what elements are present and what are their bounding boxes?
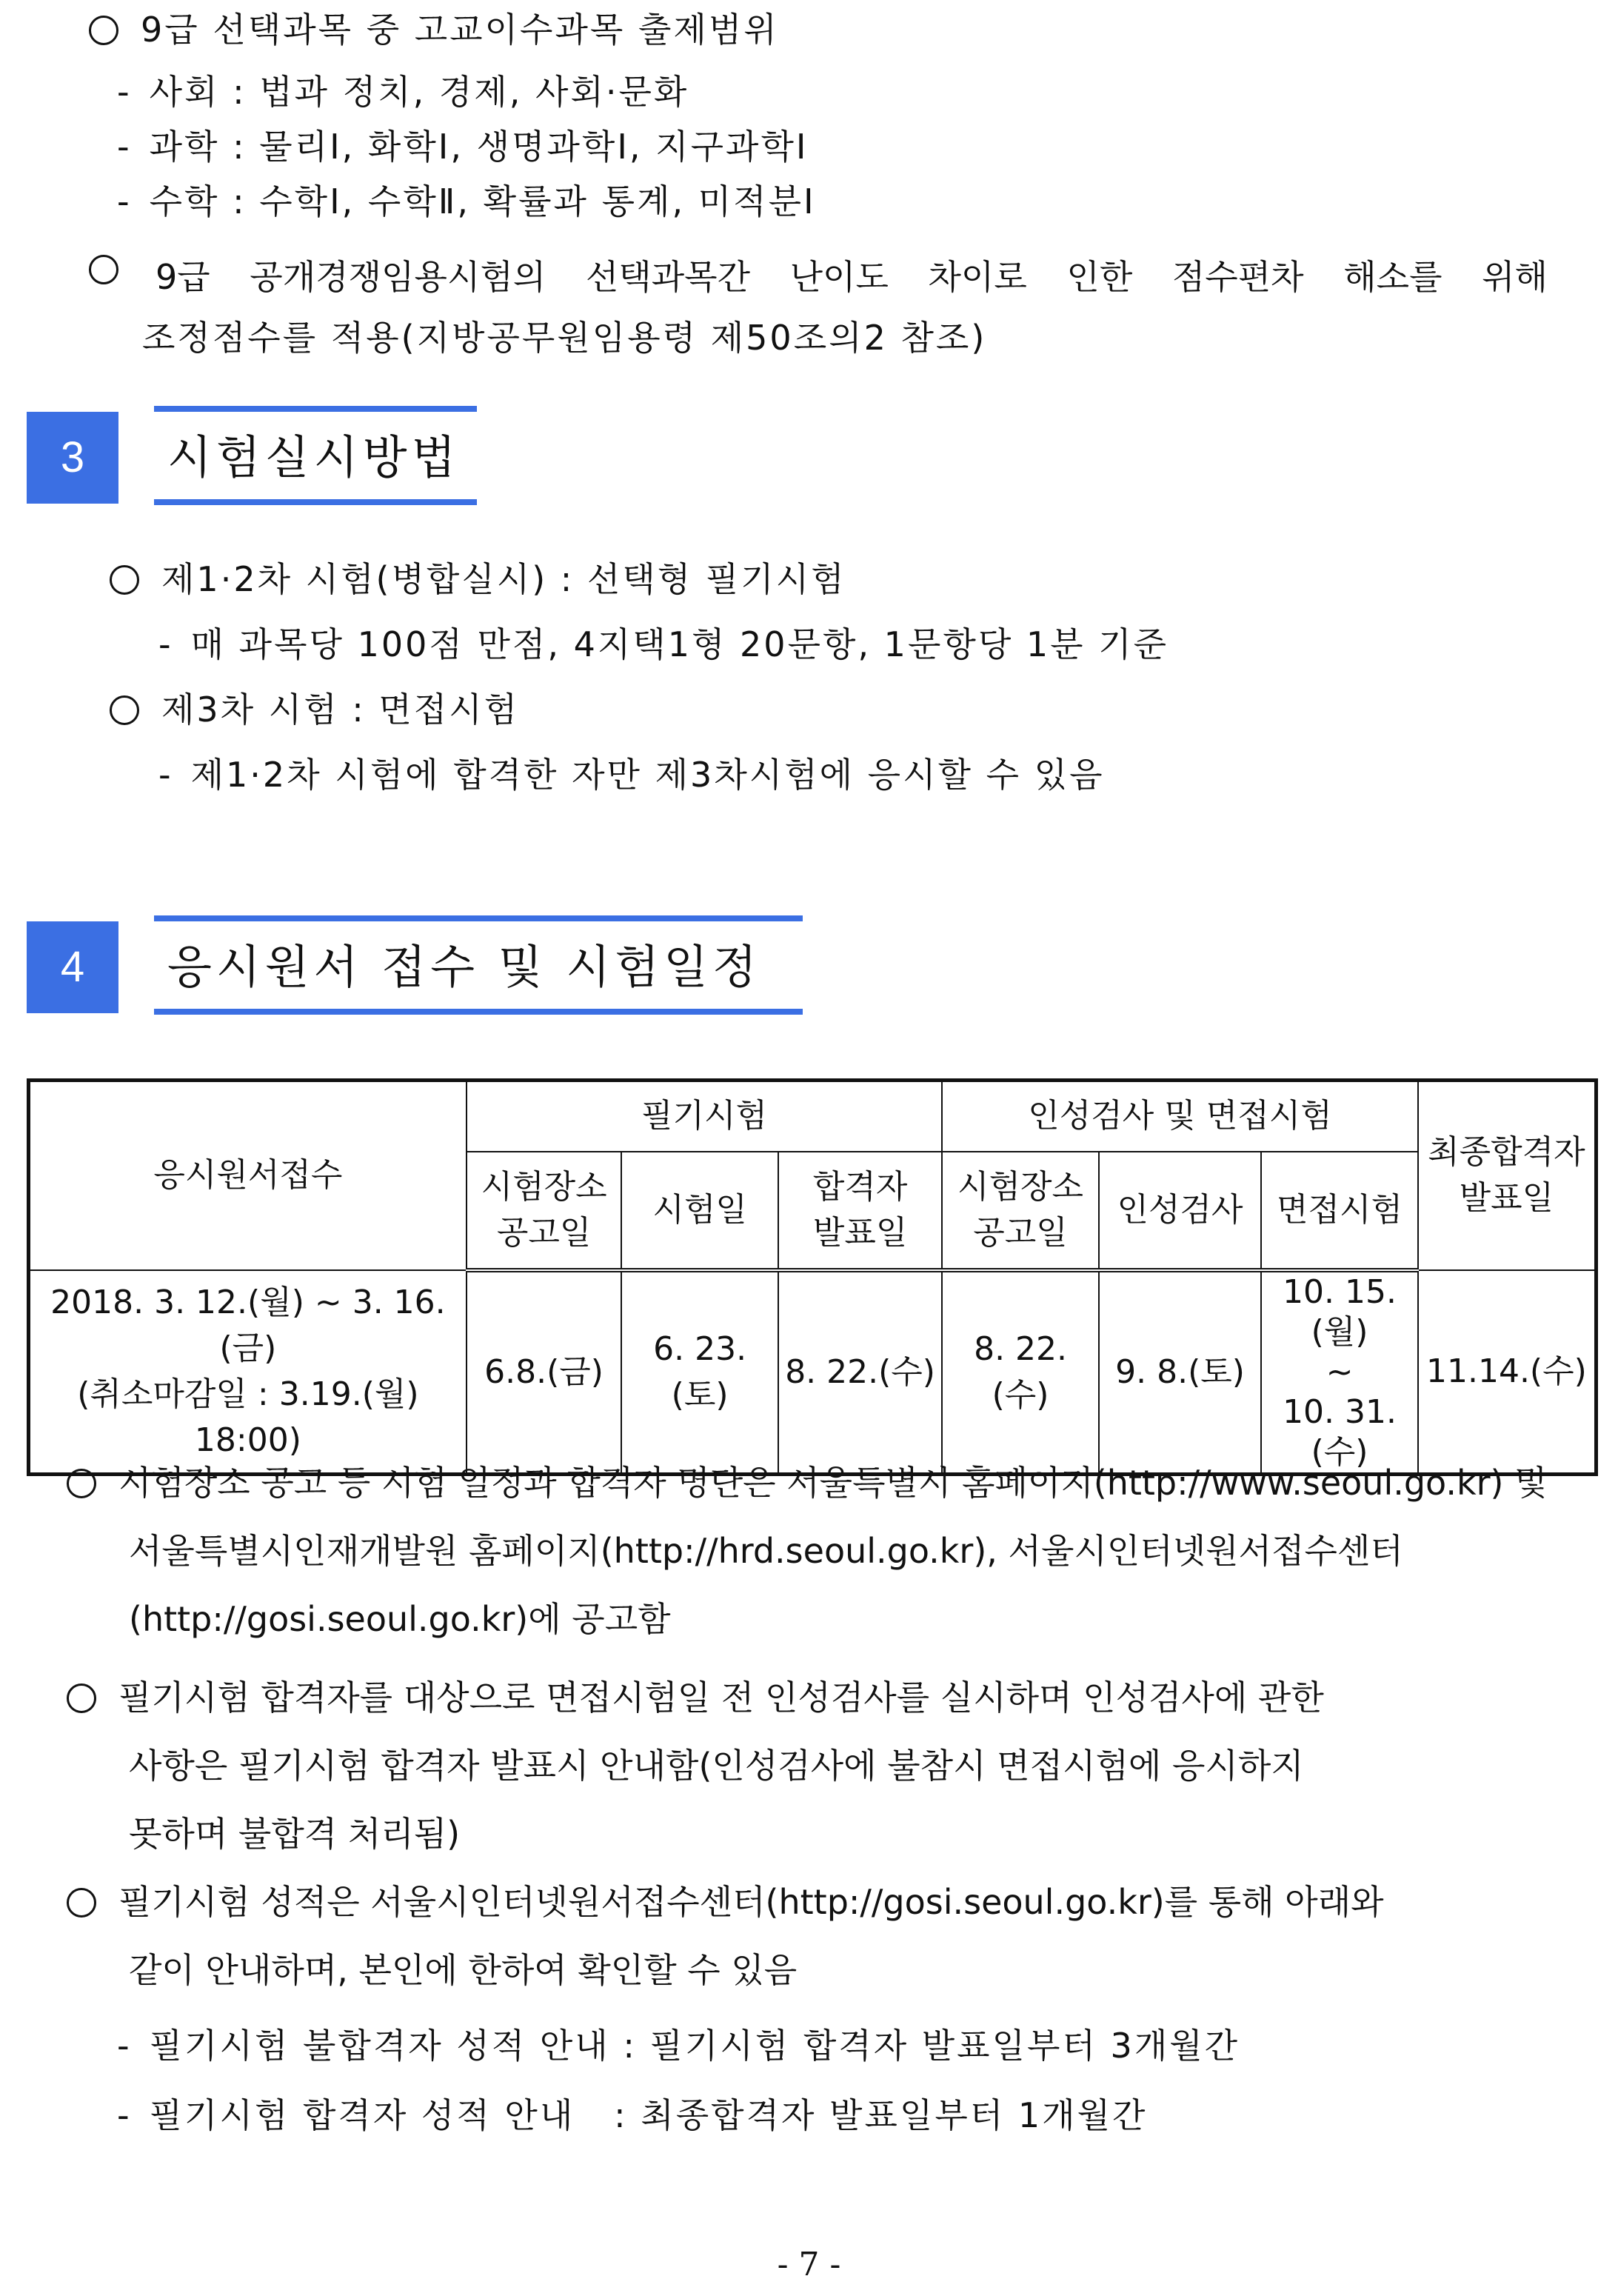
heading-top-bar (154, 406, 477, 412)
note-1-line-3: (http://gosi.seoul.go.kr)에 공고함 (129, 1599, 671, 1639)
circle-bullet-icon (89, 16, 118, 45)
dash-bullet: - (117, 127, 132, 167)
exam-method-sub-text-1: 매 과목당 100점 만점, 4지택1형 20문항, 1문항당 1분 기준 (190, 624, 1169, 664)
cell-final (1418, 1270, 1597, 1475)
dash-bullet: - (158, 755, 173, 795)
exam-method-sub-2 (158, 752, 1105, 797)
note-1-line-2: 서울특별시인재개발원 홈페이지(http://hrd.seoul.go.kr), 서울시인터넷원서접수센터 (129, 1531, 1403, 1571)
exam-method-sub-text-2: 제1·2차 시험에 합격한 자만 제3차시험에 응시할 수 있음 (190, 755, 1105, 795)
cell-text: 8. 22.(수) (974, 1329, 1068, 1414)
dash-bullet: - (117, 72, 132, 112)
cell-line: 2018. 3. 12.(월) ~ 3. 16.(금) (50, 1283, 446, 1367)
subject-math-text: 수학 : 수학Ⅰ, 수학Ⅱ, 확률과 통계, 미적분Ⅰ (149, 181, 816, 221)
subject-range-text: 9급 선택과목 중 고교이수과목 출제범위 (141, 10, 779, 50)
note-3-sub-2 (117, 2093, 1147, 2138)
adjusted-score-item (89, 255, 1548, 299)
exam-method-text-2: 제3차 시험 : 면접시험 (161, 690, 520, 730)
subject-science-text: 과학 : 물리Ⅰ, 화학Ⅰ, 생명과학Ⅰ, 지구과학Ⅰ (149, 127, 809, 167)
heading-bottom-bar (154, 1009, 803, 1015)
cell-text: 11.14.(수) (1425, 1352, 1587, 1390)
cell-text: 9. 8.(토) (1115, 1352, 1245, 1391)
header-cell-line: 공고일 (973, 1213, 1068, 1252)
header-place-notice-2 (942, 1152, 1099, 1270)
cell-line: (취소마감일 : 3.19.(월) 18:00) (77, 1375, 419, 1459)
exam-method-sub-1 (158, 622, 1169, 667)
note-2-line-1: 필기시험 합격자를 대상으로 면접시험일 전 인성검사를 실시하며 인성검사에 관한 (118, 1678, 1324, 1718)
subject-math-line (117, 179, 816, 224)
note-1 (67, 1461, 1548, 1505)
header-pass-announce (778, 1152, 942, 1270)
header-written-group (467, 1081, 943, 1152)
header-apply-text: 응시원서접수 (153, 1156, 343, 1195)
dash-bullet: - (117, 181, 132, 221)
note-1-line-1: 시험장소 공고 등 시험 일정과 합격자 명단은 서울특별시 홈페이지(http://www.seoul.go.kr) 및 (118, 1463, 1548, 1503)
header-cell-line: 공고일 (496, 1213, 592, 1252)
subject-range-item (89, 7, 779, 52)
cell-text: 6.8.(금) (484, 1352, 604, 1391)
subject-science-line (117, 124, 808, 169)
header-cell-line: 합격자 (812, 1167, 908, 1206)
cell-place-notice-2 (942, 1270, 1099, 1475)
section-number-badge: 3 (27, 412, 118, 504)
circle-bullet-icon (67, 1888, 96, 1918)
dash-bullet: - (117, 2095, 132, 2135)
page-number: - 7 - (777, 2246, 841, 2283)
note-2-line-3: 못하며 불합격 처리됨) (129, 1814, 461, 1854)
header-final (1418, 1081, 1597, 1270)
header-place-notice-1 (467, 1152, 622, 1270)
cell-text: 8. 22.(수) (785, 1352, 935, 1391)
cell-line: 10. 31.(수) (1283, 1392, 1397, 1471)
cell-line: ~ (1326, 1352, 1354, 1391)
note-2 (67, 1675, 1324, 1720)
cell-exam-day (621, 1270, 778, 1475)
cell-aptitude (1099, 1270, 1261, 1475)
header-final-line1: 최종합격자 (1428, 1133, 1585, 1172)
table-row (29, 1270, 1597, 1475)
cell-interview (1261, 1270, 1418, 1475)
note-3-line-1: 필기시험 성적은 서울시인터넷원서접수센터(http://gosi.seoul.go.kr)를 통해 아래와 (118, 1882, 1384, 1922)
table-header-row (29, 1081, 1597, 1152)
exam-method-item-1 (110, 557, 846, 601)
header-cell-line: 발표일 (812, 1213, 908, 1252)
section-title: 시험실시방법 (167, 430, 461, 484)
cell-text: 6. 23.(토) (653, 1329, 747, 1414)
header-interview-text: 인성검사 및 면접시험 (1028, 1097, 1332, 1135)
header-apply (29, 1081, 467, 1270)
subject-social-text: 사회 : 법과 정치, 경제, 사회·문화 (149, 72, 689, 112)
header-written-text: 필기시험 (641, 1097, 768, 1135)
section-title: 응시원서 접수 및 시험일정 (167, 940, 761, 994)
header-final-line2: 발표일 (1459, 1179, 1554, 1218)
circle-bullet-icon (67, 1683, 96, 1713)
header-aptitude (1099, 1152, 1261, 1270)
note-3-line-2: 같이 안내하며, 본인에 한하여 확인할 수 있음 (129, 1950, 798, 1990)
cell-place-notice-1 (467, 1270, 622, 1475)
circle-bullet-icon (110, 565, 139, 595)
circle-bullet-icon (89, 255, 118, 284)
header-cell-text: 시험일 (652, 1190, 747, 1229)
section-number-badge: 4 (27, 921, 118, 1013)
header-cell-text: 면접시험 (1277, 1190, 1403, 1229)
note-3-sub-1-text: 필기시험 불합격자 성적 안내 : 필기시험 합격자 발표일부터 3개월간 (149, 2026, 1240, 2066)
circle-bullet-icon (67, 1469, 96, 1498)
header-interview (1261, 1152, 1418, 1270)
adjusted-score-text-1: 9급 공개경쟁임용시험의 선택과목간 난이도 차이로 인한 점수편차 해소를 위해 (156, 257, 1548, 297)
circle-bullet-icon (110, 695, 139, 725)
exam-method-text-1: 제1·2차 시험(병합실시) : 선택형 필기시험 (161, 559, 846, 599)
note-3-sub-2-text: 필기시험 합격자 성적 안내 : 최종합격자 발표일부터 1개월간 (149, 2095, 1148, 2135)
header-cell-line: 시험장소 (957, 1167, 1084, 1206)
dash-bullet: - (117, 2026, 132, 2066)
subject-social-line (117, 70, 689, 114)
note-3-sub-1 (117, 2023, 1240, 2068)
dash-bullet: - (158, 624, 173, 664)
cell-line: 10. 15.(월) (1283, 1272, 1397, 1351)
header-exam-day (621, 1152, 778, 1270)
schedule-table (27, 1078, 1598, 1476)
note-2-line-2: 사항은 필기시험 합격자 발표시 안내함(인성검사에 불참시 면접시험에 응시하지 (129, 1746, 1304, 1786)
header-interview-group (942, 1081, 1417, 1152)
cell-pass-announce (778, 1270, 942, 1475)
cell-apply-period (29, 1270, 467, 1475)
heading-top-bar (154, 915, 803, 921)
exam-method-item-2 (110, 687, 519, 732)
header-cell-text: 인성검사 (1117, 1190, 1243, 1229)
header-cell-line: 시험장소 (481, 1167, 607, 1206)
note-3 (67, 1880, 1384, 1924)
adjusted-score-text-2: 조정점수를 적용(지방공무원임용령 제50조의2 참조) (142, 318, 987, 358)
heading-bottom-bar (154, 499, 477, 505)
